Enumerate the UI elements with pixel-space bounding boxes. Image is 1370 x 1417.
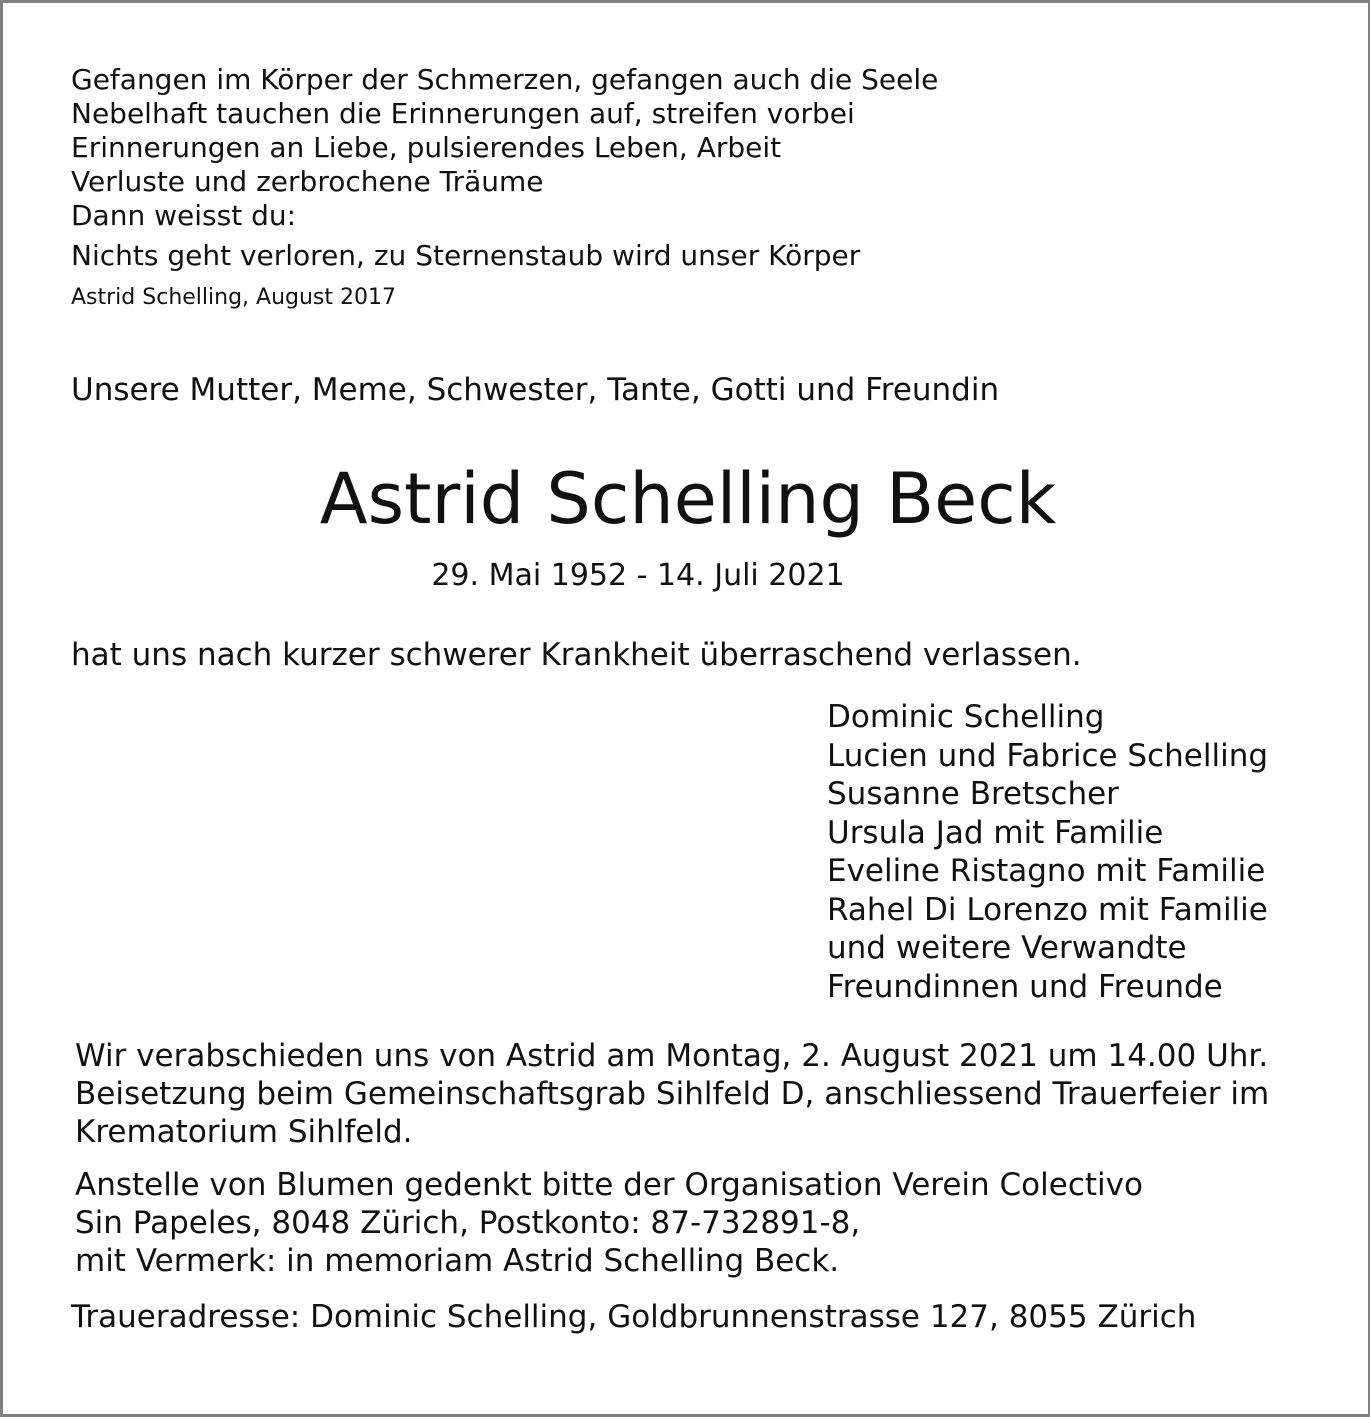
mourner-name: Dominic Schelling — [827, 699, 1105, 735]
mourner-name: Ursula Jad mit Familie — [827, 814, 1164, 851]
death-notice-message: hat uns nach kurzer schwerer Krankheit überraschend verlassen. — [71, 637, 1082, 673]
poem-line: Dann weisst du: — [71, 199, 297, 232]
mourning-address: Traueradresse: Dominic Schelling, Goldbrunnenstrasse 127, 8055 Zürich — [71, 1299, 1197, 1335]
poem — [71, 63, 938, 233]
mourner-name: Lucien und Fabrice Schelling — [827, 737, 1269, 774]
poem-line: Erinnerungen an Liebe, pulsierendes Leben, Arbeit — [71, 131, 782, 164]
mourner-name: Freundinnen und Freunde — [827, 968, 1223, 1005]
deceased-name: Astrid Schelling Beck — [319, 458, 1057, 540]
donation-line: mit Vermerk: in memoriam Astrid Schelling Beck. — [75, 1243, 840, 1279]
poem-line: Verluste und zerbrochene Träume — [71, 165, 544, 198]
mourner-name: Susanne Bretscher — [827, 776, 1119, 812]
donation-line: Sin Papeles, 8048 Zürich, Postkonto: 87-732891-8, — [75, 1205, 861, 1241]
donation-request — [75, 1166, 1143, 1280]
mourner-name: und weitere Verwandte — [827, 930, 1187, 966]
relationship-intro: Unsere Mutter, Meme, Schwester, Tante, Gotti und Freundin — [71, 372, 1000, 408]
poem-final-line: Nichts geht verloren, zu Sternenstaub wird unser Körper — [71, 239, 861, 272]
life-dates: 29. Mai 1952 - 14. Juli 2021 — [431, 558, 845, 593]
ceremony-details — [75, 1037, 1269, 1151]
ceremony-line: Beisetzung beim Gemeinschaftsgrab Sihlfeld D, anschliessend Trauerfeier im — [75, 1076, 1270, 1112]
mourners-list — [827, 698, 1268, 1006]
donation-line: Anstelle von Blumen gedenkt bitte der Organisation Verein Colectivo — [75, 1167, 1143, 1203]
mourner-name: Eveline Ristagno mit Familie — [827, 853, 1266, 889]
ceremony-line: Krematorium Sihlfeld. — [75, 1114, 413, 1150]
mourner-name: Rahel Di Lorenzo mit Familie — [827, 891, 1268, 928]
poem-line: Nebelhaft tauchen die Erinnerungen auf, streifen vorbei — [71, 97, 855, 130]
poem-line: Gefangen im Körper der Schmerzen, gefangen auch die Seele — [71, 63, 939, 96]
ceremony-line: Wir verabschieden uns von Astrid am Montag, 2. August 2021 um 14.00 Uhr. — [75, 1038, 1269, 1074]
poem-credit: Astrid Schelling, August 2017 — [71, 285, 396, 310]
